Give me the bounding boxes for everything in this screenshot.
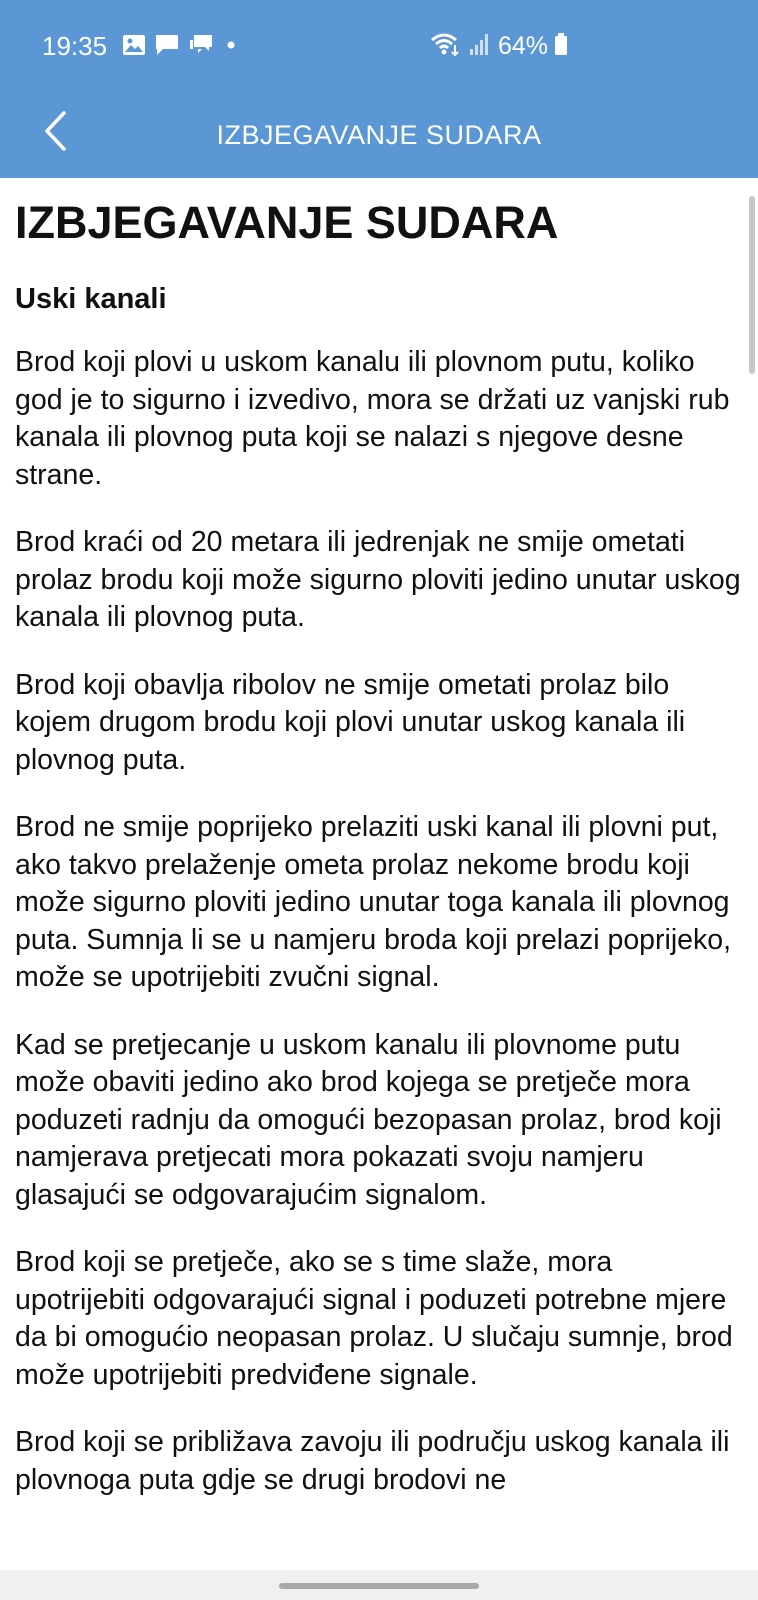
navigation-bar [0, 1570, 758, 1600]
dot-icon [222, 33, 238, 62]
battery-percentage: 64% [498, 32, 549, 60]
status-time: 19:35 [42, 31, 108, 61]
signal-icon [468, 31, 492, 62]
app-bar [0, 92, 758, 178]
paragraph: Brod kraći od 20 metara ili jedrenjak ne smije ometati prolaz brodu koji može sigurno ploviti jedino unutar uskog kanala ili plovnog puta. [15, 526, 741, 633]
paragraph: Kad se pretjecanje u uskom kanalu ili plovnome putu može obaviti jedino ako brod kojega se pretječe mora poduzeti radnju da omogući bezopasan prolaz, brod koji namjerava pretjecati mora pokazati svoju namjeru glasajući se odgovarajućim signalom. [15, 1028, 722, 1211]
gallery-icon [122, 34, 146, 61]
wifi-icon [430, 31, 462, 62]
article-content[interactable] [0, 178, 758, 1570]
messages-icon [188, 33, 214, 62]
paragraph: Brod ne smije poprijeko prelaziti uski kanal ili plovni put, ako takvo prelaženje ometa prolaz nekome brodu koji može sigurno ploviti jedino unutar toga kanala ili plovnog puta. Sumnja li se u namjeru broda koji prelazi poprijeko, može se upotrijebiti zvučni signal. [15, 811, 732, 993]
scrollbar[interactable] [749, 196, 755, 374]
paragraph: Brod koji se pretječe, ako se s time slaže, mora upotrijebiti odgovarajući signal i poduzeti potrebne mjere da bi omogućio neopasan prolaz. U slučaju sumnje, brod može upotrijebiti predviđene signale. [15, 1246, 733, 1391]
status-bar [0, 0, 758, 92]
system-icons [430, 30, 568, 62]
paragraph: Brod koji obavlja ribolov ne smije ometati prolaz bilo kojem drugom brodu koji plovi unutar uskog kanala ili plovnog puta. [15, 668, 686, 776]
back-button[interactable] [30, 108, 80, 158]
paragraph: Brod koji plovi u uskom kanalu ili plovnom putu, koliko god je to sigurno i izvedivo, mora se držati uz vanjski rub kanala ili plovnog puta koji se nalazi s njegove desne strane. [15, 346, 730, 491]
chat-bubble-icon [154, 33, 180, 62]
chevron-left-icon [42, 110, 68, 157]
home-gesture-handle[interactable] [279, 1583, 479, 1589]
battery-icon [554, 32, 568, 61]
app-bar-title: IZBJEGAVANJE SUDARA [216, 119, 542, 150]
paragraph: Brod koji se približava zavoju ili području uskog kanala ili plovnoga puta gdje se drugi brodovi ne [15, 1426, 730, 1496]
section-heading: Uski kanali [15, 283, 167, 315]
notification-icons [122, 34, 238, 60]
page-title: IZBJEGAVANJE SUDARA [15, 197, 559, 248]
